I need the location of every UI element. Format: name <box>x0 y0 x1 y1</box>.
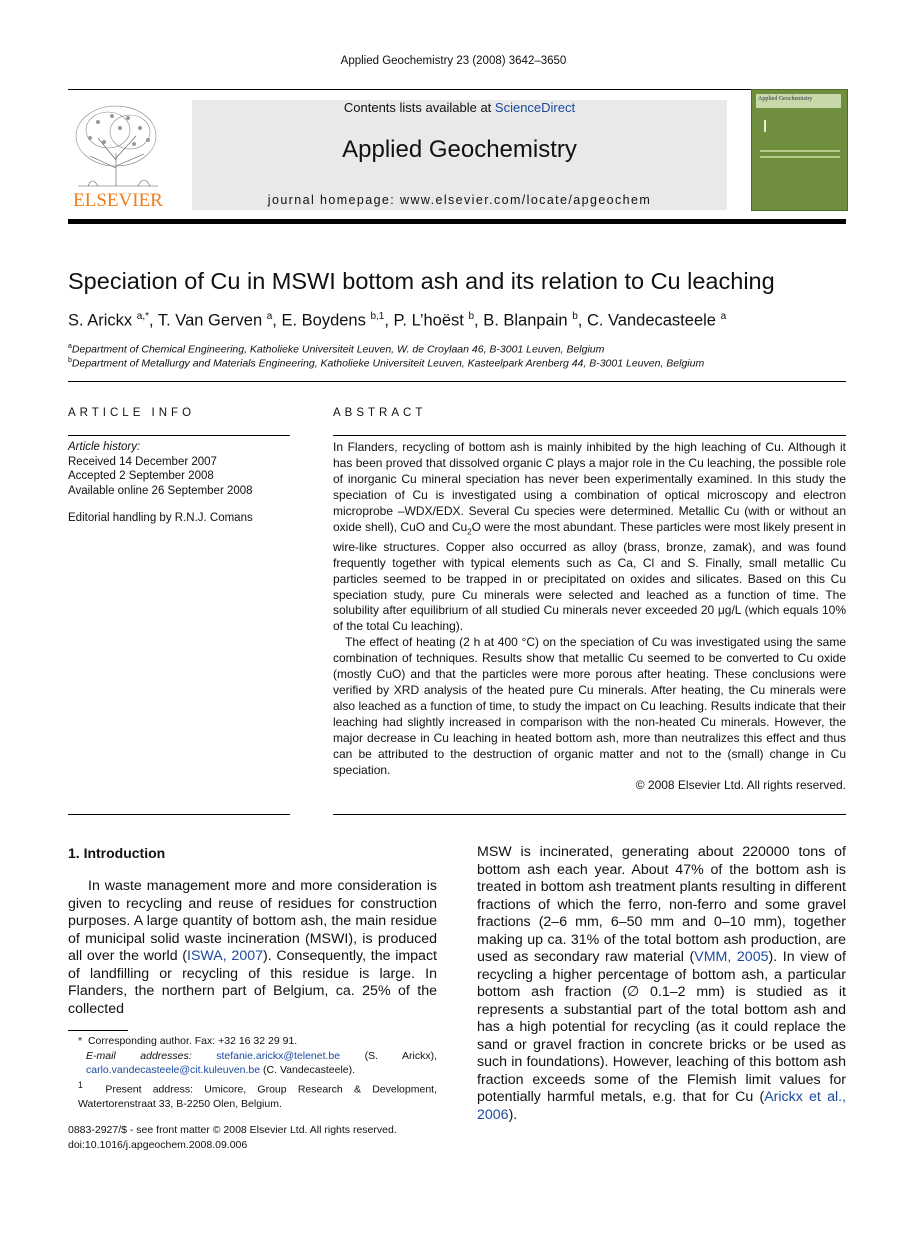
article-history <box>68 440 290 498</box>
affiliation-rule <box>68 381 846 382</box>
sciencedirect-link[interactable]: ScienceDirect <box>494 100 576 115</box>
abstract-paragraph-2: The effect of heating (2 h at 400 °C) on the speciation of Cu was investigated using the same combination of techniques. Results show that metallic Cu seemed to be converted to Cu oxide (mostly CuO) and that the particles were more porous after heating. These conclusions were verified by XRD analysis of the heated pure Cu minerals. After heating, the Cu minerals were also leached as a function of time, to study the impact on Cu leaching. Results indicate that their leaching had slightly increased in comparison with the non-heated Cu minerals. However, the major decrease in Cu leaching in heated bottom ash, more than neutralizes this effect and thus can be attributed to the destruction of organic matter and not to the (small) change in Cu speciation. <box>333 635 846 777</box>
author-affiliation-mark: a <box>266 311 273 322</box>
present-address-note: $^1$ Present address: Umicore, Group Research & Development, Watertorenstraat 33, B-2250 Olen, Belgium. <box>78 1079 437 1110</box>
author-name: E. Boydens <box>281 311 366 330</box>
header-thick-rule <box>68 219 846 224</box>
author-name: T. Van Gerven <box>157 311 263 330</box>
article-identifiers <box>68 1123 397 1152</box>
history-label: Article history: <box>68 441 141 453</box>
affiliation-b: $^b$Department of Metallurgy and Materials Engineering, Katholieke Universiteit Leuven, Kasteelpark Arenberg 44, B-3001 Leuven, Belgium <box>68 357 705 370</box>
abstract-rule <box>333 435 846 436</box>
email-note: E-mail addresses: stefanie.arickx@telenet.be (S. Arickx), carlo.vandecasteele@cit.kuleuven.be (C. Vandecasteele). <box>86 1049 438 1076</box>
author-affiliation-mark: b <box>468 311 475 322</box>
author-name: C. Vandecasteele <box>586 311 716 330</box>
footnotes <box>68 1034 437 1111</box>
abstract-copyright: © 2008 Elsevier Ltd. All rights reserved. <box>635 778 846 793</box>
email-vandecasteele[interactable]: carlo.vandecasteele@cit.kuleuven.be <box>86 1064 261 1076</box>
corresponding-author-note: * Corresponding author. Fax: +32 16 32 29 91. <box>78 1035 298 1047</box>
article-info-rule <box>68 435 290 436</box>
online-date: Available online 26 September 2008 <box>68 484 253 497</box>
homepage-prefix: journal homepage: <box>267 193 401 207</box>
intro-left-column: In waste management more and more consideration is given to recycling and reuse of residues for construction purposes. A large quantity of bottom ash, the main residue of municipal solid waste incineration (MSWI), is produced all over the world (ISWA, 2007). Consequently, the impact of landfilling or recycling of this residue is large. In Flanders, the northern part of Belgium, ca. 25% of the collected <box>68 878 437 1017</box>
journal-reference: Applied Geochemistry 23 (2008) 3642–3650 <box>340 55 567 67</box>
citation-vmm[interactable]: VMM, 2005 <box>694 949 769 965</box>
email-arickx[interactable]: stefanie.arickx@telenet.be <box>216 1049 341 1062</box>
author-name: S. Arickx <box>68 311 133 330</box>
info-bottom-rule <box>68 814 290 815</box>
author-list: S. Arickx $^{a,*}$, T. Van Gerven $^a$, E. Boydens $^{b,1}$, P. L’hoëst $^b$, B. Blanpain $^b$, C. Vandecasteele $^a$ <box>68 311 727 330</box>
editorial-handling: Editorial handling by R.N.J. Comans <box>68 512 253 524</box>
article-title: Speciation of Cu in MSWI bottom ash and its relation to Cu leaching <box>68 268 775 294</box>
author-affiliation-mark: b,1 <box>370 311 385 322</box>
affiliation-a: $^a$Department of Chemical Engineering, Katholieke Universiteit Leuven, W. de Croylaan 46, B-3001 Leuven, Belgium <box>68 343 605 356</box>
elsevier-logo <box>68 98 168 210</box>
article-info-heading: ARTICLE INFO <box>68 407 196 419</box>
abstract-paragraph-1: In Flanders, recycling of bottom ash is mainly inhibited by the high leaching of Cu. Although it has been proved that dissolved organic C plays a major role in the Cu leaching, the possible role of inorganic Cu mineral speciation has never been experimentally examined. In this study the speciation of Cu is investigated using a combination of optical microscopy and electron microprobe –WDX/EDX. Several Cu species were determined. Metallic Cu (with or without an oxide shell), CuO and $Cu_2O$ were the most abundant. These particles were most likely present in wire-like structures. Copper also occurred as alloy (brass, bronze, zamak), and was found frequently together with typical elements such as Ca, Cl and S. Finally, small metallic Cu particles seemed to be trapped in or precipitated on oxides and silicates. Based on this Cu speciation study, pure Cu minerals were selected and leached as a function of time. The solubility after equilibrium of all studied Cu minerals never exceeded 20 μg/L (which equals 10% of the total Cu leaching). <box>333 440 846 634</box>
abstract-body <box>333 440 846 794</box>
issn-line: 0883-2927/$ - see front matter © 2008 Elsevier Ltd. All rights reserved. <box>68 1124 397 1136</box>
intro-right-column: MSW is incinerated, generating about 220000 tons of bottom ash each year. About 47% of the bottom ash is treated in bottom ash treatment plants resulting in different fractions of which the ferro, non-ferro and some gravel fractions (2–6 mm, 6–50 mm and 0–10 mm), together making up ca. 31% of the total bottom ash production, are used as secondary raw material (VMM, 2005). In view of recycling a higher percentage of bottom ash, a particular bottom ash fraction (∅ 0.1–2 mm) is studied as it represents a substantial part of the total bottom ash and has a high potential for recycling (as it could replace the sand or gravel fraction in concrete bricks or be used as such in foundations). However, leaching of this bottom ash fraction exceeds some of the Flemish limit values for potentially harmful metals, e.g. that for Cu (Arickx et al., 2006). <box>477 844 847 1123</box>
citation-arickx[interactable]: Arickx et al., 2006 <box>477 1089 846 1123</box>
publisher-wordmark: ELSEVIER <box>73 190 163 210</box>
cover-title: Applied Geochemistry <box>758 96 813 102</box>
footnote-rule <box>68 1030 128 1031</box>
citation-iswa[interactable]: ISWA, 2007 <box>187 948 263 964</box>
received-date: Received 14 December 2007 <box>68 455 217 468</box>
doi-line[interactable]: doi:10.1016/j.apgeochem.2008.09.006 <box>68 1138 248 1151</box>
abstract-bottom-rule <box>333 814 846 815</box>
accepted-date: Accepted 2 September 2008 <box>68 470 214 482</box>
journal-title: Applied Geochemistry <box>342 136 577 163</box>
author-name: P. L’hoëst <box>393 311 464 330</box>
homepage-url[interactable]: www.elsevier.com/locate/apgeochem <box>400 193 652 207</box>
contents-line <box>192 100 727 115</box>
contents-prefix: Contents lists available at <box>343 100 495 115</box>
header-rule <box>68 89 846 90</box>
section-heading-introduction: 1. Introduction <box>68 845 166 861</box>
author-affiliation-mark: a,* <box>136 311 150 322</box>
journal-cover <box>751 89 848 211</box>
author-affiliation-mark: b <box>572 311 578 322</box>
abstract-heading: ABSTRACT <box>333 407 427 419</box>
journal-homepage <box>192 193 727 207</box>
elsevier-tree-icon <box>68 98 168 210</box>
author-affiliation-mark: a <box>720 311 727 322</box>
author-name: B. Blanpain <box>483 311 568 330</box>
